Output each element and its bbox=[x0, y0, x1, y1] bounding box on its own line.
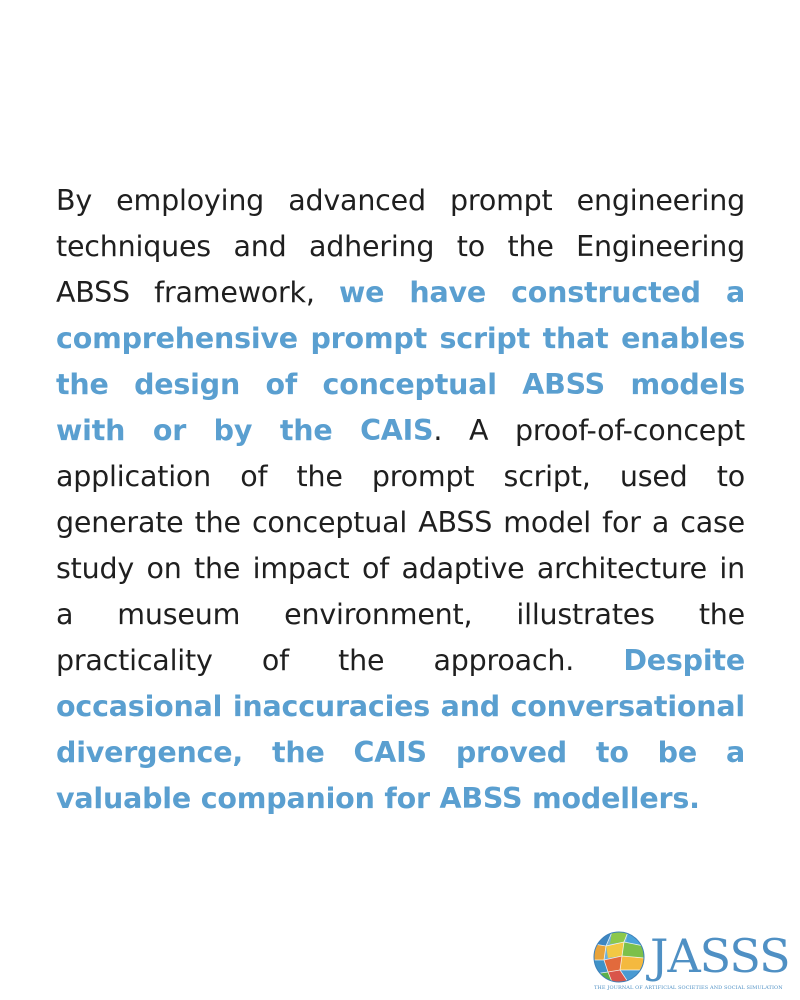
abstract-paragraph bbox=[56, 178, 745, 822]
abstract-text-intro: By employing advanced prompt engineering techniques and adhering to the Engineering ABSS framework, bbox=[56, 184, 745, 309]
abstract-highlight-contribution: we have constructed a comprehensive prompt script that enables the design of conceptual ABSS models with or by the CAIS bbox=[56, 276, 745, 447]
abstract-text-application: . A proof-of-concept application of the prompt script, used to generate the conceptual ABSS model for a case study on the impact of adaptive architecture in a museum environment, illustrates the practicality of the approach. bbox=[56, 414, 746, 677]
mosaic-globe-icon bbox=[592, 930, 646, 984]
abstract-highlight-conclusion: Despite occasional inaccuracies and conversational divergence, the CAIS proved to be a valuable companion for ABSS modellers. bbox=[56, 644, 745, 815]
jasss-logo bbox=[592, 928, 792, 992]
jasss-subtitle: THE JOURNAL OF ARTIFICIAL SOCIETIES AND SOCIAL SIMULATION bbox=[594, 985, 783, 991]
jasss-wordmark: JASSS bbox=[650, 929, 790, 983]
